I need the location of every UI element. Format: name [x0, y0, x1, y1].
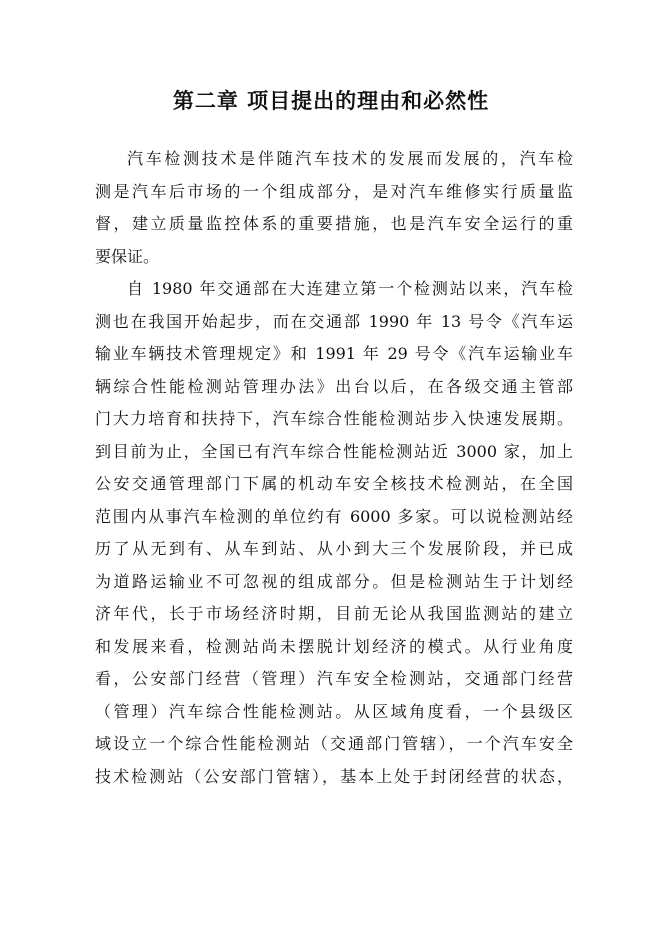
text-line: 为道路运输业不可忽视的组成部分。但是检测站生于计划经 — [95, 571, 573, 591]
text-line: 辆综合性能检测站管理办法》出台以后，在各级交通主管部 — [95, 376, 573, 396]
text-line: 门大力培育和扶持下，汽车综合性能检测站步入快速发展期。 — [95, 409, 573, 428]
text-line: 看，公安部门经营（管理）汽车安全检测站，交通部门经营 — [95, 669, 573, 688]
text-line: （管理）汽车综合性能检测站。从区域角度看，一个县级区 — [95, 701, 573, 721]
text-line: 汽车检测技术是伴随汽车技术的发展而发展的，汽车检 — [127, 149, 573, 168]
text-line: 到目前为止，全国已有汽车综合性能检测站近 3000 家，加上 — [95, 441, 573, 461]
text-line: 域设立一个综合性能检测站（交通部门管辖），一个汽车安全 — [95, 734, 573, 753]
text-line: 范围内从事汽车检测的单位约有 6000 多家。可以说检测站经 — [95, 506, 573, 526]
text-line: 济年代，长于市场经济时期，目前无论从我国监测站的建立 — [95, 604, 573, 623]
text-line: 要保证。 — [95, 246, 160, 266]
paragraph-1 — [95, 143, 573, 273]
text-line: 督，建立质量监控体系的重要措施，也是汽车安全运行的重 — [95, 214, 573, 233]
text-line: 和发展来看，检测站尚未摆脱计划经济的模式。从行业角度 — [95, 636, 573, 656]
text-line: 输业车辆技术管理规定》和 1991 年 29 号令《汽车运输业车 — [95, 344, 573, 363]
text-line: 历了从无到有、从车到站、从小到大三个发展阶段，并已成 — [95, 539, 573, 558]
text-line: 测也在我国开始起步，而在交通部 1990 年 13 号令《汽车运 — [95, 311, 573, 331]
chapter-title: 第二章 项目提出的理由和必然性 — [172, 89, 490, 113]
body-text — [95, 143, 573, 793]
text-line: 公安交通管理部门下属的机动车安全核技术检测站，在全国 — [95, 474, 573, 493]
paragraph-2 — [95, 273, 573, 793]
text-line: 自 1980 年交通部在大连建立第一个检测站以来，汽车检 — [127, 279, 573, 298]
text-line: 测是汽车后市场的一个组成部分，是对汽车维修实行质量监 — [95, 181, 573, 201]
text-line: 技术检测站（公安部门管辖），基本上处于封闭经营的状态， — [95, 766, 573, 786]
